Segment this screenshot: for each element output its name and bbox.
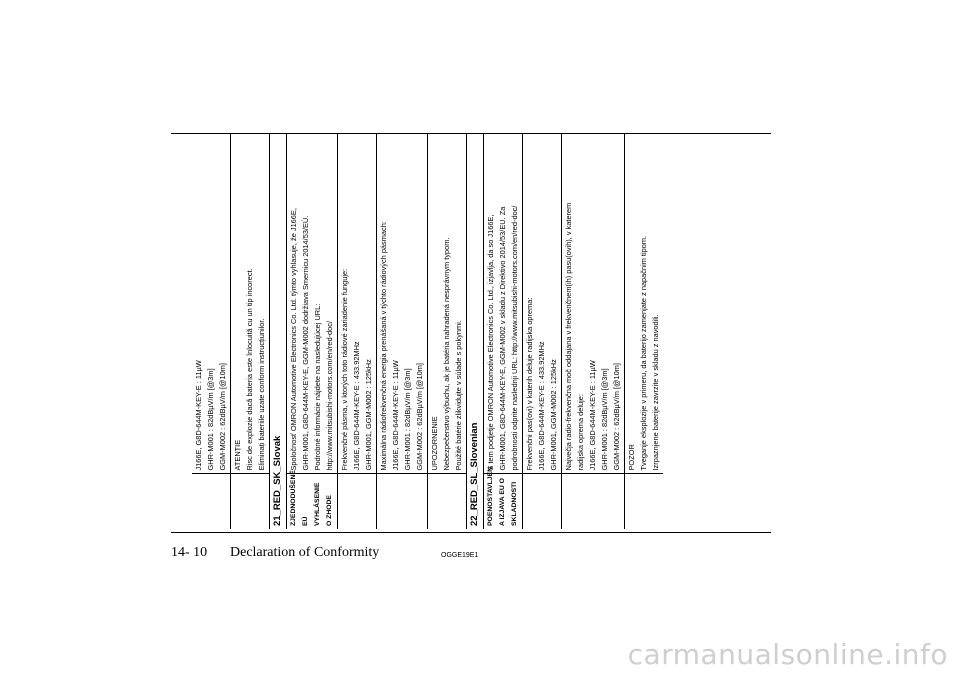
- text-line: J166E, G8D-644M-KEY-E : 11µW: [194, 360, 203, 471]
- slovenian-power-row: [562, 134, 625, 529]
- text-line: GHR-M001, G8D-644M-KEY-E, GGM-M002 v skladu z Direktivo 2014/53/EU. Za: [498, 206, 507, 471]
- text-line: Izrpaznjene baterije zavrzite v skladu z navodili.: [651, 314, 660, 471]
- text-line: UPOZORNENIE: [430, 416, 439, 471]
- slovenian-declaration-row: [484, 134, 523, 529]
- text-line: GHR-M001 : 82dBµV/m [@3m]: [206, 368, 215, 471]
- text-line: GGM-M002 : 62dBµV/m [@10m]: [612, 363, 621, 471]
- text-line: podrobnosti odprite naslednji URL: http://www.mitsubishi-motors.com/en/red-doc/: [510, 205, 519, 471]
- watermark: carmanualsonline.info: [627, 638, 948, 671]
- text-line: S tem podjetje OMRON Automotive Electronics Co. Ltd., izjavlja, da so J166E,: [486, 214, 495, 471]
- text-line: Frekvenčné pásma, v ktorých toto rádiové zariadenie funguje:: [340, 268, 349, 471]
- text-line: Tveganje eksplozije v primeru, da baterijo zamenjate z napačnim tipom.: [639, 235, 648, 471]
- text-line: Največja radio-frekvenčna moč oddajana v frekvenčnem(ih) pasu(ovih), v katerem: [564, 202, 573, 471]
- slovak-warning-row: [428, 134, 467, 529]
- section-label: POENOSTAVLJEN A IZJAVA EU O SKLADNOSTI: [484, 474, 523, 529]
- rotated-content: [192, 134, 660, 529]
- text-line: Spoločnosť OMRON Automotive Electronics Co. Ltd. týmto vyhlasuje, že J166E,: [289, 208, 298, 471]
- text-line: GGM-M002 : 62dBµV/m [@10m]: [218, 363, 227, 471]
- declaration-table: [192, 134, 660, 529]
- text-line: http://www.mitsubishi-motors.com/en/red-doc/: [325, 320, 334, 471]
- text-line: J166E, G8D-644M-KEY-E : 11µW: [588, 360, 597, 471]
- text-line: Maximálna rádiofrekvenčná energia prenášaná v týchto rádiových pásmach:: [379, 221, 388, 471]
- footer-title: Declaration of Conformity: [230, 545, 380, 560]
- text-line: POZOR: [627, 444, 636, 471]
- text-line: J166E, G8D-644M-KEY-E : 11µW: [391, 360, 400, 471]
- bottom-rule: [171, 532, 771, 533]
- section-heading: 21_RED_SK_Slovak: [270, 134, 287, 529]
- romanian-warning-row: [231, 134, 270, 529]
- slovenian-warning-row: [625, 134, 664, 529]
- text-line: GGM-M002 : 62dBµV/m [@10m]: [415, 363, 424, 471]
- romanian-continuation-row: [192, 134, 231, 529]
- text-line: J166E, G8D-644M-KEY-E : 433.92MHz: [352, 341, 361, 471]
- page-number: 14- 10: [171, 545, 208, 560]
- text-line: Nebezpečenstvo výbuchu, ak je batéria nahradená nesprávnym typom.: [442, 237, 451, 471]
- text-line: Risc de explozie dacă bateria este înlocuită cu un tip incorect.: [245, 268, 254, 471]
- text-line: GHR-M001 : 82dBµV/m [@3m]: [403, 368, 412, 471]
- text-line: J166E, G8D-644M-KEY-E : 433.92MHz: [537, 341, 546, 471]
- slovak-frequency-row: [338, 134, 377, 529]
- text-line: GHR-M001, GGM-M002 : 125kHz: [549, 359, 558, 471]
- text-line: Použité batérie zlikvidujte v súlade s pokynmi.: [454, 320, 463, 471]
- text-line: Podrobné informácie nájdete na nasledujúcej URL:: [313, 303, 322, 471]
- slovak-power-row: [377, 134, 428, 529]
- section-label: ZJEDNODUŠENÉ EÚ VYHLÁSENIE O ZHODE: [287, 474, 338, 529]
- text-line: GHR-M001, GGM-M002 : 125kHz: [364, 359, 373, 471]
- slovenian-frequency-row: [523, 134, 562, 529]
- section-heading: 22_RED_SL_Slovenian: [467, 134, 484, 529]
- text-line: Eliminați bateriile uzate conform instrucțiunilor.: [257, 318, 266, 471]
- text-line: GHR-M001, G8D-644M-KEY-E, GGM-M002 dodržiava Smernicu 2014/53/EÚ.: [301, 215, 310, 471]
- text-line: GHR-M001 : 82dBµV/m [@3m]: [600, 368, 609, 471]
- text-line: Frekvenčni pas(ovi) v katerih deluje radijska oprema:: [525, 297, 534, 471]
- document-code: OGGE19E1: [441, 552, 479, 559]
- section-heading-slovak: [270, 134, 287, 529]
- slovak-declaration-row: [287, 134, 338, 529]
- text-line: radijska oprema deluje:: [576, 394, 585, 471]
- section-heading-slovenian: [467, 134, 484, 529]
- text-line: ATENȚIE: [233, 439, 242, 471]
